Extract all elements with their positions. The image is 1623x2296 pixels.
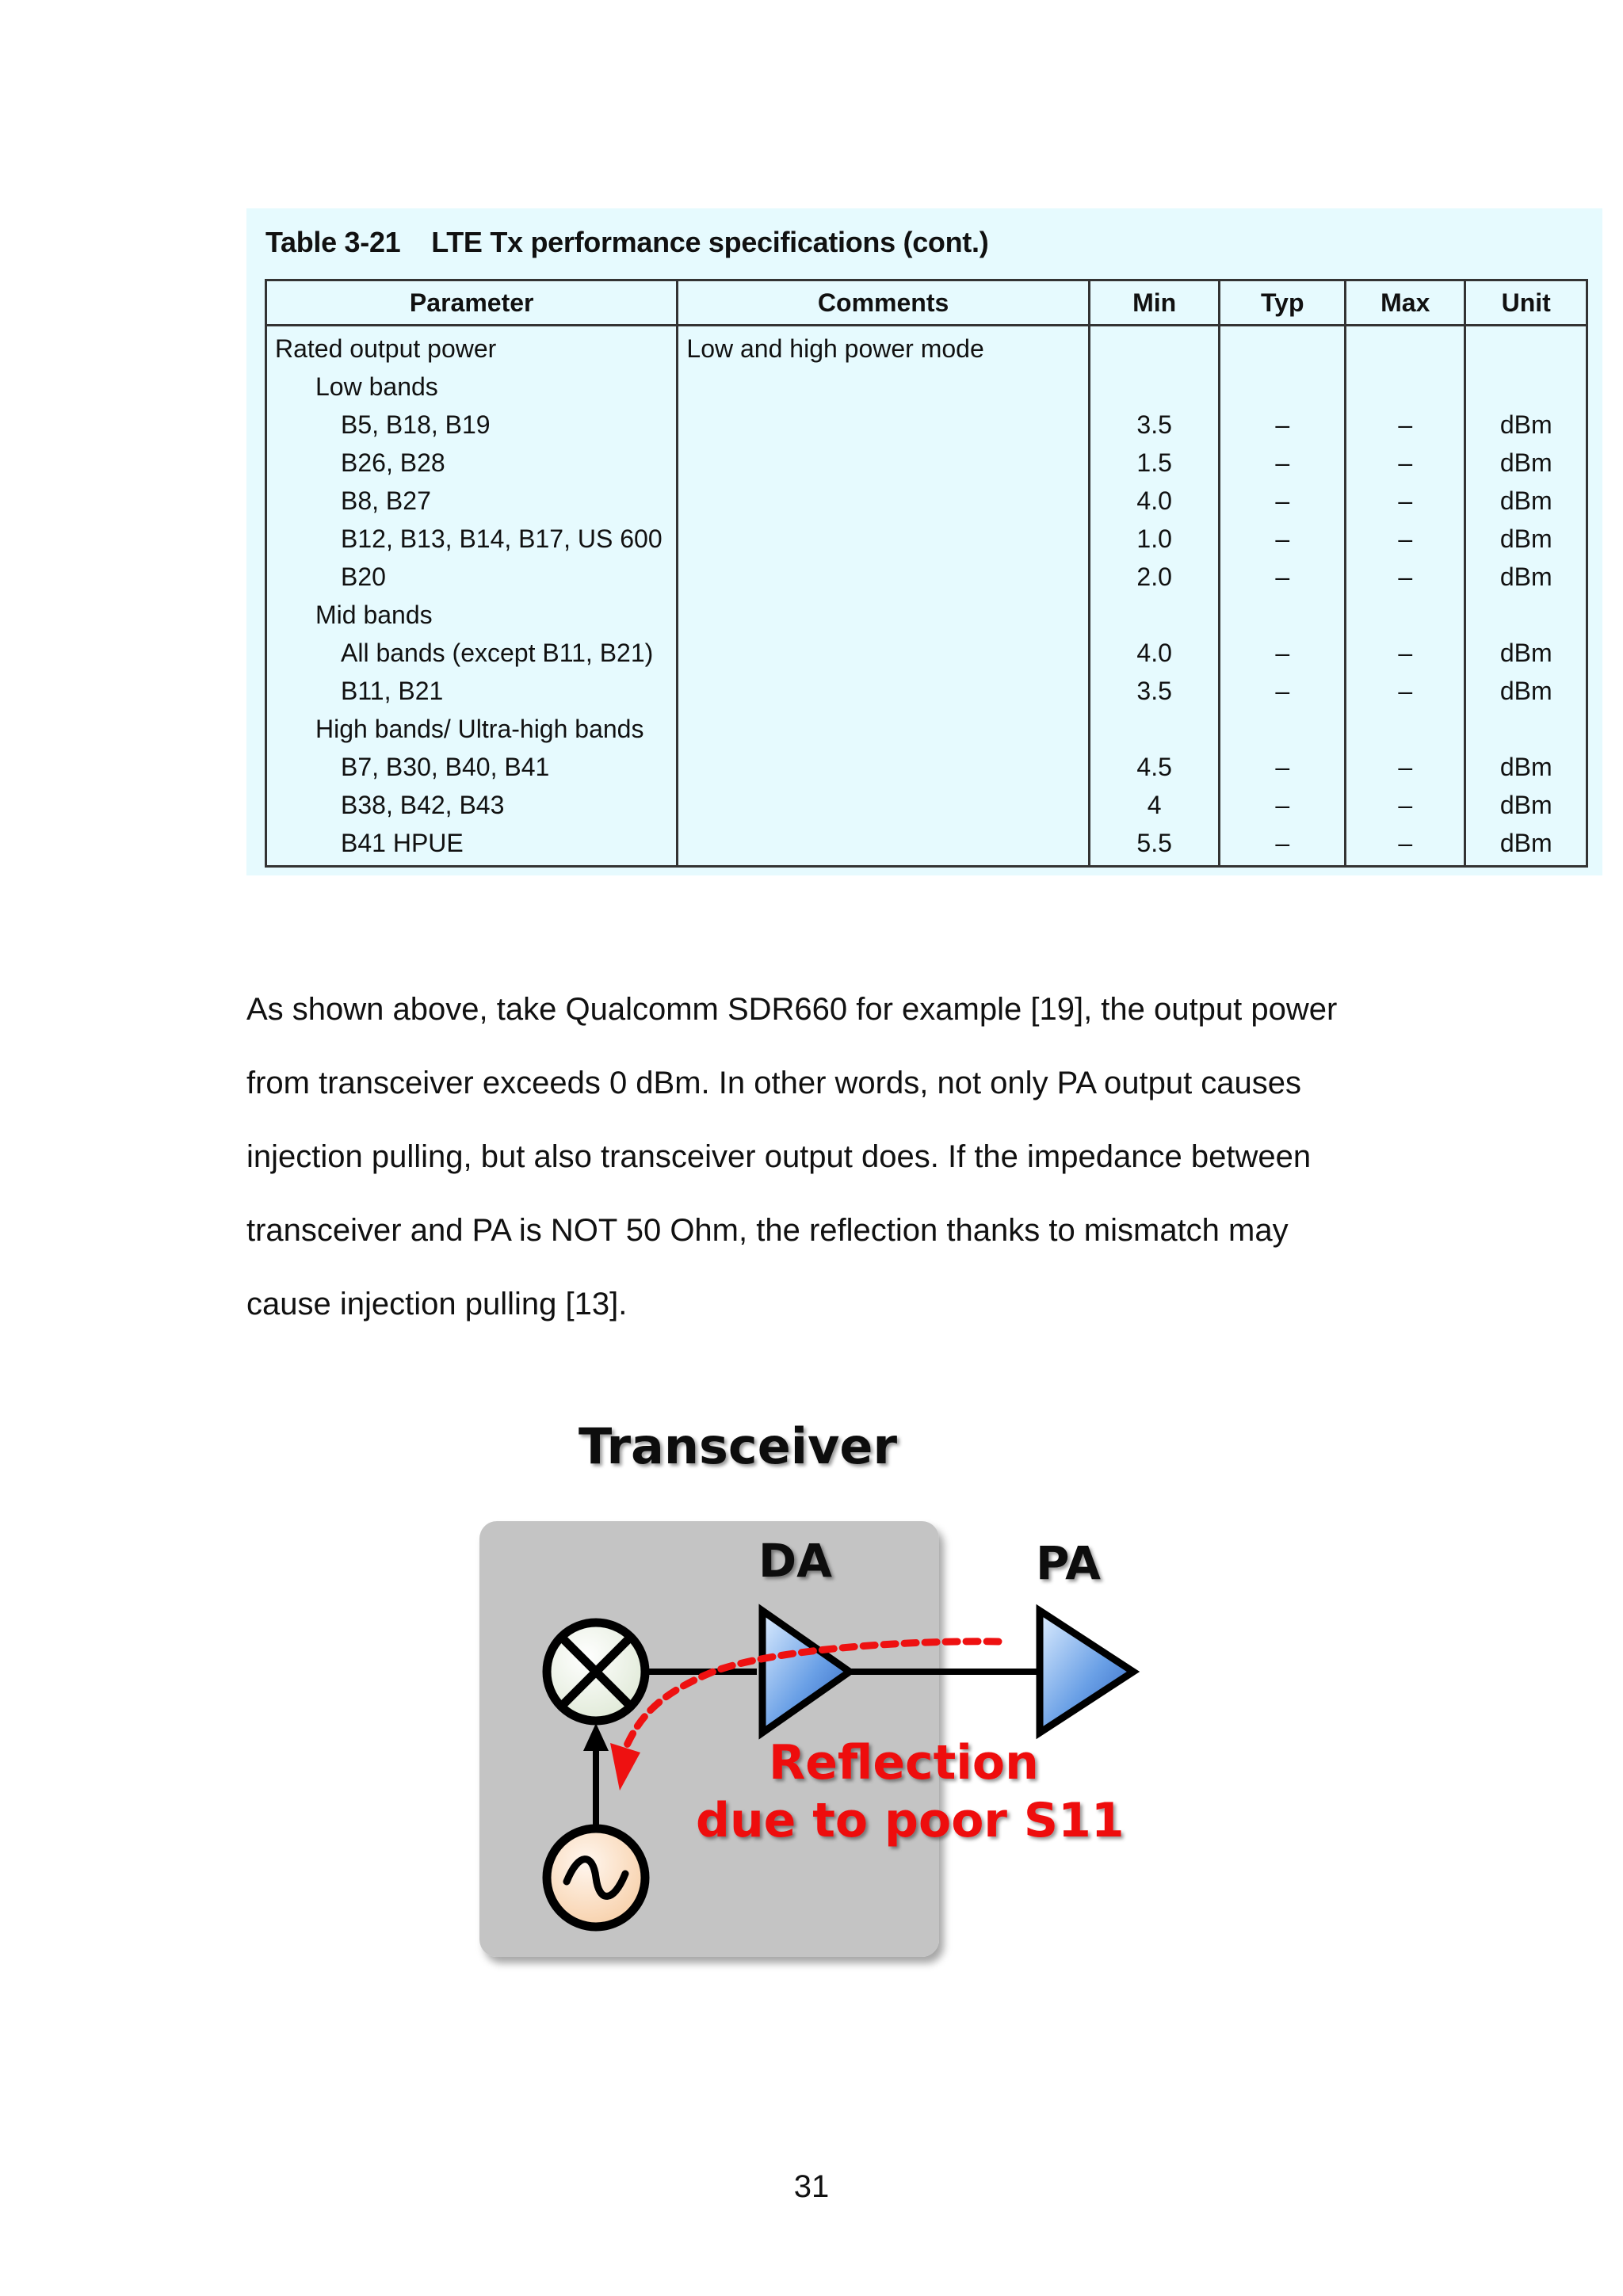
cell-comment [678, 824, 1089, 867]
cell-typ [1220, 710, 1346, 748]
cell-unit [1465, 710, 1587, 748]
pa-amplifier-icon [1040, 1611, 1133, 1733]
header-min: Min [1089, 280, 1220, 326]
header-comments: Comments [678, 280, 1089, 326]
cell-min: 4.5 [1089, 748, 1220, 786]
cell-min: 5.5 [1089, 824, 1220, 867]
cell-unit: dBm [1465, 444, 1587, 482]
cell-parameter: Low bands [266, 368, 678, 406]
table-row [266, 672, 1587, 710]
cell-unit: dBm [1465, 520, 1587, 558]
cell-comment [678, 596, 1089, 634]
cell-min: 3.5 [1089, 406, 1220, 444]
cell-parameter: B8, B27 [266, 482, 678, 520]
cell-parameter: B38, B42, B43 [266, 786, 678, 824]
reflection-label-line1: Reflection [769, 1735, 1039, 1791]
table-caption: Table 3-21 LTE Tx performance specifications (cont.) [265, 226, 989, 258]
cell-typ: – [1220, 520, 1346, 558]
table-row [266, 482, 1587, 520]
cell-parameter: B26, B28 [266, 444, 678, 482]
cell-parameter: B5, B18, B19 [266, 406, 678, 444]
cell-comment [678, 710, 1089, 748]
cell-min: 2.0 [1089, 558, 1220, 596]
cell-unit: dBm [1465, 406, 1587, 444]
cell-comment [678, 634, 1089, 672]
cell-comment [678, 406, 1089, 444]
table-row [266, 406, 1587, 444]
table-header-row [266, 280, 1587, 326]
cell-typ: – [1220, 748, 1346, 786]
cell-max [1346, 368, 1465, 406]
cell-typ: – [1220, 634, 1346, 672]
cell-unit [1465, 326, 1587, 368]
cell-max: – [1346, 558, 1465, 596]
cell-parameter: Rated output power [266, 326, 678, 368]
cell-unit: dBm [1465, 786, 1587, 824]
da-label: DA [758, 1534, 833, 1588]
cell-max [1346, 710, 1465, 748]
table-row [266, 444, 1587, 482]
cell-parameter: B11, B21 [266, 672, 678, 710]
oscillator-icon [547, 1829, 645, 1927]
cell-typ [1220, 368, 1346, 406]
cell-parameter: Mid bands [266, 596, 678, 634]
cell-typ: – [1220, 444, 1346, 482]
header-max: Max [1346, 280, 1465, 326]
cell-typ [1220, 326, 1346, 368]
transceiver-title: Transceiver [579, 1418, 898, 1475]
pa-label: PA [1036, 1536, 1102, 1590]
cell-min: 3.5 [1089, 672, 1220, 710]
paragraph-line: injection pulling, but also transceiver output does. If the impedance between [246, 1139, 1312, 1174]
cell-comment [678, 368, 1089, 406]
cell-comment [678, 482, 1089, 520]
table-figure [246, 208, 1602, 875]
cell-max [1346, 326, 1465, 368]
table-row [266, 786, 1587, 824]
cell-unit: dBm [1465, 482, 1587, 520]
cell-max: – [1346, 406, 1465, 444]
cell-typ: – [1220, 482, 1346, 520]
body-paragraph [246, 973, 1403, 1341]
cell-max: – [1346, 444, 1465, 482]
table-row [266, 634, 1587, 672]
cell-min: 4.0 [1089, 482, 1220, 520]
cell-min [1089, 326, 1220, 368]
cell-unit: dBm [1465, 634, 1587, 672]
cell-typ: – [1220, 672, 1346, 710]
cell-min: 4.0 [1089, 634, 1220, 672]
table-row [266, 520, 1587, 558]
cell-unit [1465, 596, 1587, 634]
cell-max [1346, 596, 1465, 634]
spec-table [265, 279, 1588, 868]
table-row [266, 710, 1587, 748]
cell-max: – [1346, 786, 1465, 824]
cell-parameter: B12, B13, B14, B17, US 600 [266, 520, 678, 558]
cell-comment [678, 786, 1089, 824]
cell-max: – [1346, 824, 1465, 867]
table-row [266, 326, 1587, 368]
cell-comment [678, 748, 1089, 786]
cell-parameter: B41 HPUE [266, 824, 678, 867]
table-row [266, 824, 1587, 867]
cell-min: 1.5 [1089, 444, 1220, 482]
cell-parameter: B20 [266, 558, 678, 596]
cell-max: – [1346, 748, 1465, 786]
cell-unit: dBm [1465, 748, 1587, 786]
header-unit: Unit [1465, 280, 1587, 326]
reflection-label-line2: due to poor S11 [696, 1793, 1125, 1848]
table-row [266, 748, 1587, 786]
cell-typ: – [1220, 406, 1346, 444]
cell-min: 1.0 [1089, 520, 1220, 558]
cell-parameter: High bands/ Ultra-high bands [266, 710, 678, 748]
cell-comment [678, 444, 1089, 482]
cell-typ: – [1220, 786, 1346, 824]
cell-max: – [1346, 482, 1465, 520]
cell-max: – [1346, 634, 1465, 672]
cell-min [1089, 596, 1220, 634]
cell-min [1089, 368, 1220, 406]
table-row [266, 368, 1587, 406]
paragraph-line: transceiver and PA is NOT 50 Ohm, the reflection thanks to mismatch may [246, 1213, 1289, 1248]
cell-unit: dBm [1465, 558, 1587, 596]
paragraph-line: cause injection pulling [13]. [246, 1287, 628, 1322]
cell-comment [678, 672, 1089, 710]
table-row [266, 596, 1587, 634]
cell-comment [678, 558, 1089, 596]
header-typ: Typ [1220, 280, 1346, 326]
cell-unit: dBm [1465, 672, 1587, 710]
cell-unit [1465, 368, 1587, 406]
page-number: 31 [793, 2169, 830, 2204]
cell-typ: – [1220, 824, 1346, 867]
transceiver-diagram [475, 1418, 1157, 1973]
cell-max: – [1346, 520, 1465, 558]
cell-parameter: All bands (except B11, B21) [266, 634, 678, 672]
cell-max: – [1346, 672, 1465, 710]
cell-comment [678, 520, 1089, 558]
cell-typ [1220, 596, 1346, 634]
cell-unit: dBm [1465, 824, 1587, 867]
cell-typ: – [1220, 558, 1346, 596]
cell-comment: Low and high power mode [678, 326, 1089, 368]
header-parameter: Parameter [266, 280, 678, 326]
paragraph-line: As shown above, take Qualcomm SDR660 for example [19], the output power [246, 992, 1338, 1027]
cell-parameter: B7, B30, B40, B41 [266, 748, 678, 786]
cell-min: 4 [1089, 786, 1220, 824]
paragraph-line: from transceiver exceeds 0 dBm. In other words, not only PA output causes [246, 1066, 1302, 1100]
mixer-icon [547, 1623, 645, 1721]
cell-min [1089, 710, 1220, 748]
table-row [266, 558, 1587, 596]
